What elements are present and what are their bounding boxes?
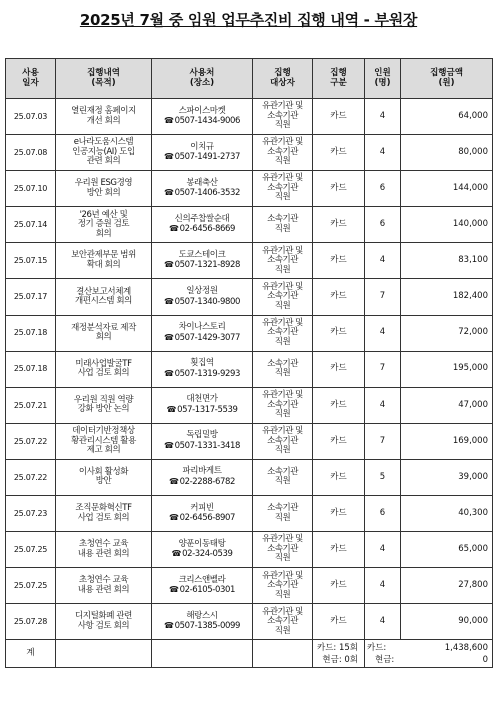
cell-kind: 카드	[313, 423, 365, 459]
cell-place	[152, 604, 253, 640]
place-name: 도쿄스테이크	[178, 249, 226, 260]
table-row	[6, 387, 493, 423]
place-name: 커피빈	[190, 502, 214, 513]
place-phone: ☎02-2288-6782	[169, 476, 235, 487]
total-label: 계	[6, 640, 56, 668]
place-phone: ☎02-324-0539	[171, 549, 233, 560]
cell-date: 25.07.14	[6, 207, 56, 243]
cell-place	[152, 351, 253, 387]
cell-amount: 72,000	[401, 315, 493, 351]
cell-place	[152, 315, 253, 351]
phone-icon: ☎	[169, 513, 179, 523]
place-phone: ☎0507-1385-0099	[163, 621, 240, 632]
cell-people: 4	[365, 387, 401, 423]
cell-date: 25.07.18	[6, 351, 56, 387]
cell-amount: 80,000	[401, 135, 493, 171]
place-phone: ☎0507-1319-9293	[163, 368, 240, 379]
cell-people: 5	[365, 459, 401, 495]
cell-kind: 카드	[313, 351, 365, 387]
cell-purpose: 열린재정 홈페이지 개선 회의	[56, 99, 152, 135]
cell-date: 25.07.18	[6, 315, 56, 351]
cell-kind: 카드	[313, 315, 365, 351]
place-name: 봉래축산	[186, 177, 218, 188]
place-name: 크리스앤벨라	[178, 574, 226, 585]
phone-icon: ☎	[163, 440, 174, 450]
table-row	[6, 532, 493, 568]
cell-place	[152, 568, 253, 604]
place-phone: ☎0507-1434-9006	[163, 116, 240, 127]
cell-purpose: 조직문화혁신TF 사업 검토 회의	[56, 496, 152, 532]
cell-amount: 27,800	[401, 568, 493, 604]
place-name: 독립밀방	[186, 430, 218, 441]
total-empty-target	[253, 640, 313, 668]
place-phone: ☎02-6456-8669	[169, 224, 235, 235]
cell-purpose: 우리원 ESG경영 방안 회의	[56, 171, 152, 207]
cell-purpose: 미래사업발굴TF 사업 검토 회의	[56, 351, 152, 387]
place-name: 대천면가	[186, 394, 218, 405]
cell-date: 25.07.08	[6, 135, 56, 171]
cell-date: 25.07.21	[6, 387, 56, 423]
header-place: 사용처 (장소)	[152, 59, 253, 99]
cell-amount: 90,000	[401, 604, 493, 640]
cell-date: 25.07.23	[6, 496, 56, 532]
cell-amount: 140,000	[401, 207, 493, 243]
cell-place	[152, 387, 253, 423]
total-empty-place	[152, 640, 253, 668]
cell-place	[152, 171, 253, 207]
total-empty-purpose	[56, 640, 152, 668]
table-row	[6, 99, 493, 135]
cell-kind: 카드	[313, 604, 365, 640]
cell-date: 25.07.15	[6, 243, 56, 279]
place-name: 양푼이동태탕	[178, 538, 226, 549]
cell-date: 25.07.25	[6, 532, 56, 568]
cell-people: 6	[365, 207, 401, 243]
table-row	[6, 459, 493, 495]
cell-place	[152, 532, 253, 568]
cell-people: 4	[365, 532, 401, 568]
cell-target: 유관기관 및 소속기관 직원	[253, 604, 313, 640]
place-name: 스파이스마켓	[178, 105, 226, 116]
phone-icon: ☎	[163, 621, 174, 631]
place-name: 해랑스시	[186, 610, 218, 621]
table-row	[6, 496, 493, 532]
phone-icon: ☎	[166, 404, 177, 414]
cell-people: 7	[365, 279, 401, 315]
place-name: 이치규	[190, 141, 214, 152]
cell-amount: 40,300	[401, 496, 493, 532]
cell-purpose: 우리원 직원 역량 강화 방안 논의	[56, 387, 152, 423]
cell-target: 소속기관 직원	[253, 496, 313, 532]
place-phone: ☎0507-1406-3532	[163, 188, 240, 199]
place-name: 횟집역	[190, 358, 214, 369]
cell-kind: 카드	[313, 532, 365, 568]
cell-target: 유관기관 및 소속기관 직원	[253, 135, 313, 171]
cell-date: 25.07.22	[6, 459, 56, 495]
cell-purpose: 보안관제부문 범위 확대 회의	[56, 243, 152, 279]
place-phone: ☎0507-1321-8928	[163, 260, 240, 271]
phone-icon: ☎	[163, 188, 174, 198]
cell-purpose: 초청연수 교육 내용 관련 회의	[56, 532, 152, 568]
header-purpose: 집행내역 (목적)	[56, 59, 152, 99]
cell-people: 6	[365, 496, 401, 532]
cell-target: 유관기관 및 소속기관 직원	[253, 532, 313, 568]
table-row	[6, 315, 493, 351]
phone-icon: ☎	[169, 224, 179, 234]
phone-icon: ☎	[171, 549, 182, 559]
cell-target: 소속기관 직원	[253, 459, 313, 495]
cell-kind: 카드	[313, 568, 365, 604]
cell-kind: 카드	[313, 171, 365, 207]
cell-kind: 카드	[313, 496, 365, 532]
cell-kind: 카드	[313, 99, 365, 135]
cell-target: 유관기관 및 소속기관 직원	[253, 99, 313, 135]
cell-place	[152, 459, 253, 495]
place-phone: ☎0507-1429-3077	[163, 332, 240, 343]
place-name: 신의주찹쌀순대	[174, 213, 230, 224]
phone-icon: ☎	[163, 332, 174, 342]
header-row	[6, 59, 493, 99]
cell-target: 유관기관 및 소속기관 직원	[253, 423, 313, 459]
cell-amount: 195,000	[401, 351, 493, 387]
table-row	[6, 171, 493, 207]
cell-amount: 182,400	[401, 279, 493, 315]
cell-kind: 카드	[313, 279, 365, 315]
total-row	[6, 640, 493, 668]
cell-kind: 카드	[313, 387, 365, 423]
header-date: 사용 일자	[6, 59, 56, 99]
place-phone: ☎02-6105-0301	[169, 585, 235, 596]
cell-purpose: e나라도움시스템 인공지능(AI) 도입 관련 회의	[56, 135, 152, 171]
cell-date: 25.07.22	[6, 423, 56, 459]
cell-date: 25.07.17	[6, 279, 56, 315]
phone-icon: ☎	[169, 585, 179, 595]
table-row	[6, 604, 493, 640]
cell-people: 4	[365, 135, 401, 171]
cell-people: 4	[365, 604, 401, 640]
cell-people: 4	[365, 243, 401, 279]
cell-people: 7	[365, 423, 401, 459]
cell-place	[152, 207, 253, 243]
cell-target: 소속기관 직원	[253, 207, 313, 243]
phone-icon: ☎	[163, 116, 174, 126]
header-target: 집행 대상자	[253, 59, 313, 99]
cell-place	[152, 496, 253, 532]
cell-kind: 카드	[313, 459, 365, 495]
table-row	[6, 568, 493, 604]
cell-amount: 39,000	[401, 459, 493, 495]
phone-icon: ☎	[163, 152, 174, 162]
place-phone: ☎02-6456-8907	[169, 513, 235, 524]
cell-people: 7	[365, 351, 401, 387]
place-name: 일상정원	[186, 286, 218, 297]
cell-kind: 카드	[313, 135, 365, 171]
place-phone: ☎0507-1340-9800	[163, 296, 240, 307]
cell-target: 유관기관 및 소속기관 직원	[253, 568, 313, 604]
phone-icon: ☎	[163, 260, 174, 270]
cell-people: 4	[365, 568, 401, 604]
table-row	[6, 279, 493, 315]
cell-purpose: 디지털화폐 관련 사항 검토 회의	[56, 604, 152, 640]
table-row	[6, 135, 493, 171]
cell-purpose: 초청연수 교육 내용 관련 회의	[56, 568, 152, 604]
cell-amount: 169,000	[401, 423, 493, 459]
phone-icon: ☎	[163, 368, 174, 378]
table-row	[6, 423, 493, 459]
cell-place	[152, 423, 253, 459]
cell-date: 25.07.25	[6, 568, 56, 604]
cell-amount: 47,000	[401, 387, 493, 423]
cell-target: 유관기관 및 소속기관 직원	[253, 387, 313, 423]
cell-amount: 144,000	[401, 171, 493, 207]
cell-target: 유관기관 및 소속기관 직원	[253, 315, 313, 351]
cell-place	[152, 279, 253, 315]
cell-purpose: '26년 예산 및 정기 증원 검토 회의	[56, 207, 152, 243]
cell-people: 4	[365, 315, 401, 351]
place-name: 파리바게트	[182, 466, 222, 477]
cell-target: 소속기관 직원	[253, 351, 313, 387]
cell-purpose: 이사회 활성화 방안	[56, 459, 152, 495]
cell-target: 유관기관 및 소속기관 직원	[253, 171, 313, 207]
cell-target: 유관기관 및 소속기관 직원	[253, 243, 313, 279]
cell-purpose: 데이터기반정책상 황관리시스템 활용 제고 회의	[56, 423, 152, 459]
table-row	[6, 207, 493, 243]
cell-date: 25.07.03	[6, 99, 56, 135]
header-people: 인원 (명)	[365, 59, 401, 99]
place-phone: ☎057-1317-5539	[166, 404, 238, 415]
cell-kind: 카드	[313, 207, 365, 243]
cell-people: 4	[365, 99, 401, 135]
table-row	[6, 243, 493, 279]
place-phone: ☎0507-1491-2737	[163, 152, 240, 163]
total-kind-count: 카드: 15회 현금: 0회	[313, 640, 365, 668]
header-kind: 집행 구분	[313, 59, 365, 99]
cell-place	[152, 243, 253, 279]
cell-people: 6	[365, 171, 401, 207]
cell-place	[152, 135, 253, 171]
header-amount: 집행금액 (원)	[401, 59, 493, 99]
total-amount: 카드: 1,438,600 현금: 0	[365, 640, 493, 668]
place-name: 차이나스토리	[178, 322, 226, 333]
cell-date: 25.07.28	[6, 604, 56, 640]
cell-purpose: 재정분석자료 제작 회의	[56, 315, 152, 351]
cell-date: 25.07.10	[6, 171, 56, 207]
expense-table	[5, 58, 493, 668]
cell-kind: 카드	[313, 243, 365, 279]
table-row	[6, 351, 493, 387]
cell-amount: 65,000	[401, 532, 493, 568]
cell-target: 유관기관 및 소속기관 직원	[253, 279, 313, 315]
cell-amount: 64,000	[401, 99, 493, 135]
page-title: 2025년 7월 중 임원 업무추진비 집행 내역 - 부원장	[79, 11, 418, 29]
phone-icon: ☎	[169, 476, 179, 486]
place-phone: ☎0507-1331-3418	[163, 440, 240, 451]
cell-place	[152, 99, 253, 135]
cell-purpose: 결산보고서체계 개편시스템 회의	[56, 279, 152, 315]
cell-amount: 83,100	[401, 243, 493, 279]
phone-icon: ☎	[163, 296, 174, 306]
